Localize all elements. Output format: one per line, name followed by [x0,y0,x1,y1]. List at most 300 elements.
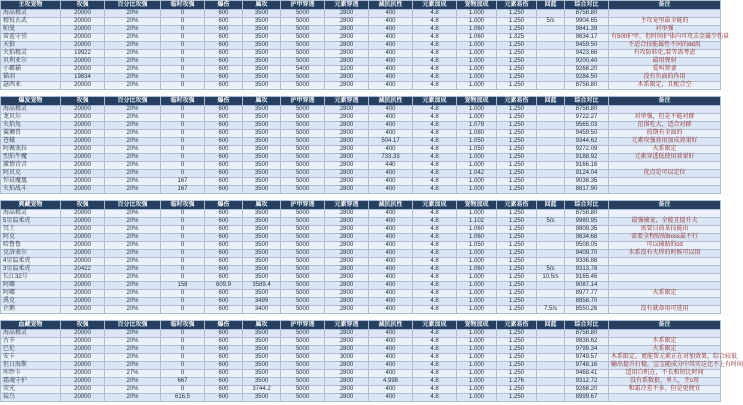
stat-cell[interactable]: 8550.26 [565,306,609,314]
stat-cell[interactable]: 0 [161,50,205,58]
stat-cell[interactable]: 20000 [61,154,105,162]
stat-cell[interactable]: 27% [105,370,161,378]
stat-cell[interactable]: 20000 [61,114,105,122]
note-cell[interactable]: 最用弹射 [609,58,721,66]
stat-cell[interactable]: 3500 [243,354,281,362]
pet-name-cell[interactable]: 海晶精灵 [1,330,61,338]
stat-cell[interactable]: 20422 [61,266,105,274]
stat-cell[interactable]: 1.250 [497,162,537,170]
stat-cell[interactable]: 400 [369,226,413,234]
stat-cell[interactable]: 4.8 [413,114,457,122]
stat-cell[interactable]: 8758.80 [565,10,609,18]
stat-cell[interactable] [537,106,565,114]
stat-cell[interactable]: 600 [205,82,243,90]
stat-cell[interactable]: 1.250 [497,114,537,122]
pet-name-cell[interactable]: 烈焰牛魔 [1,154,61,162]
stat-cell[interactable]: 20000 [61,378,105,386]
stat-cell[interactable]: 3500 [243,162,281,170]
stat-cell[interactable]: 3500 [243,226,281,234]
stat-cell[interactable]: 2800 [325,82,369,90]
stat-cell[interactable]: 5000 [281,122,325,130]
table-row[interactable] [1,82,721,90]
table-row[interactable] [1,298,721,306]
stat-cell[interactable]: 1.060 [457,226,497,234]
stat-cell[interactable]: 0 [161,298,205,306]
note-cell[interactable]: 元素攻强效用加成效果好 [609,138,721,146]
stat-cell[interactable]: 4.8 [413,162,457,170]
table-row[interactable] [1,106,721,114]
pet-name-cell[interactable]: 小霸猫 [1,66,61,74]
pet-name-cell[interactable]: 阿贝克 [1,170,61,178]
stat-cell[interactable]: 1.000 [457,210,497,218]
pet-name-cell[interactable]: 冥土 [1,226,61,234]
stat-cell[interactable] [537,378,565,386]
stat-cell[interactable]: 9087.14 [565,282,609,290]
stat-cell[interactable]: 8758.80 [565,82,609,90]
stat-cell[interactable]: 1.050 [457,146,497,154]
stat-cell[interactable]: 1.000 [457,162,497,170]
stat-cell[interactable]: 5000 [281,74,325,82]
stat-cell[interactable]: 3500 [243,266,281,274]
stat-cell[interactable]: 0 [161,130,205,138]
pet-name-cell[interactable]: 禹克 [1,298,61,306]
stat-cell[interactable]: 5000 [281,114,325,122]
stat-cell[interactable]: 1.250 [497,330,537,338]
note-cell[interactable]: 需要全程贴贴boss最不行 [609,234,721,242]
pet-name-cell[interactable]: 企鹅 [1,306,61,314]
stat-cell[interactable]: 4.8 [413,362,457,370]
stat-cell[interactable]: 20000 [61,10,105,18]
stat-cell[interactable]: 20% [105,162,161,170]
stat-cell[interactable]: 20% [105,394,161,402]
stat-cell[interactable]: 2800 [325,306,369,314]
stat-cell[interactable]: 1.000 [457,346,497,354]
stat-cell[interactable]: 20% [105,130,161,138]
stat-cell[interactable]: 400 [369,66,413,74]
stat-cell[interactable]: 20% [105,282,161,290]
note-cell[interactable]: 输出提升打稳，宝宝随成分中其实这比不上有时间 [609,362,721,370]
note-cell[interactable]: 适用自机在，不长和短比时间 [609,370,721,378]
note-cell[interactable] [609,10,721,18]
stat-cell[interactable]: 400 [369,122,413,130]
stat-cell[interactable]: 1.000 [457,290,497,298]
stat-cell[interactable]: 4.8 [413,218,457,226]
stat-cell[interactable]: 600 [205,18,243,26]
stat-cell[interactable]: 2800 [325,138,369,146]
stat-cell[interactable]: 3500 [243,330,281,338]
stat-cell[interactable]: 3500 [243,10,281,18]
stat-cell[interactable]: 400 [369,82,413,90]
stat-cell[interactable]: 1.250 [497,250,537,258]
stat-cell[interactable]: 3500 [243,210,281,218]
stat-cell[interactable]: 4.8 [413,338,457,346]
stat-cell[interactable]: 9188.92 [565,154,609,162]
note-cell[interactable] [609,274,721,282]
table-row[interactable] [1,242,721,250]
stat-cell[interactable]: 9284.50 [565,74,609,82]
stat-cell[interactable]: 9423.66 [565,50,609,58]
pet-name-cell[interactable]: 天狼 [1,42,61,50]
stat-cell[interactable]: 9748.16 [565,362,609,370]
stat-cell[interactable]: 3500 [243,346,281,354]
stat-cell[interactable]: 5/s [537,266,565,274]
stat-cell[interactable]: 0 [161,338,205,346]
note-cell[interactable] [609,186,721,194]
stat-cell[interactable]: 20% [105,122,161,130]
table-row[interactable] [1,10,721,18]
stat-cell[interactable]: 1.250 [497,26,537,34]
stat-cell[interactable]: 5000 [281,26,325,34]
stat-cell[interactable]: 4.8 [413,370,457,378]
stat-cell[interactable] [537,258,565,266]
note-cell[interactable] [609,298,721,306]
stat-cell[interactable]: 1.325 [497,34,537,42]
stat-cell[interactable]: 1.250 [497,362,537,370]
stat-cell[interactable]: 600 [205,210,243,218]
stat-cell[interactable]: 0 [161,10,205,18]
stat-cell[interactable]: 4.8 [413,242,457,250]
stat-cell[interactable]: 4.8 [413,82,457,90]
stat-cell[interactable]: 5000 [281,138,325,146]
pet-name-cell[interactable]: 贝利亚尔 [1,58,61,66]
pet-name-cell[interactable]: 3星温柔虎 [1,266,61,274]
stat-cell[interactable]: 0 [161,330,205,338]
stat-cell[interactable] [537,26,565,34]
stat-cell[interactable]: 1.000 [457,106,497,114]
stat-cell[interactable]: 3500 [243,130,281,138]
stat-cell[interactable]: 4.998 [369,378,413,386]
stat-cell[interactable]: 400 [369,210,413,218]
stat-cell[interactable]: 4.8 [413,106,457,114]
pet-name-cell[interactable]: 海晶精灵 [1,210,61,218]
stat-cell[interactable]: 20% [105,74,161,82]
stat-cell[interactable]: 20% [105,178,161,186]
stat-cell[interactable]: 400 [369,74,413,82]
stat-cell[interactable]: 400 [369,186,413,194]
stat-cell[interactable] [537,354,565,362]
stat-cell[interactable]: 600 [205,226,243,234]
stat-cell[interactable]: 600 [205,162,243,170]
table-row[interactable] [1,282,721,290]
stat-cell[interactable]: 2800 [325,122,369,130]
table-row[interactable] [1,258,721,266]
note-cell[interactable] [609,210,721,218]
stat-cell[interactable] [537,170,565,178]
stat-cell[interactable]: 20% [105,114,161,122]
stat-cell[interactable]: 600 [205,298,243,306]
stat-cell[interactable]: 1.060 [457,34,497,42]
stat-cell[interactable]: 600 [205,250,243,258]
note-cell[interactable]: 前期有全面的 [609,130,721,138]
stat-cell[interactable]: 20% [105,242,161,250]
stat-cell[interactable]: 20000 [61,354,105,362]
stat-cell[interactable]: 400 [369,218,413,226]
stat-cell[interactable]: 3000 [325,354,369,362]
pet-name-cell[interactable]: 霜魂守护 [1,378,61,386]
stat-cell[interactable]: 2800 [325,234,369,242]
stat-cell[interactable]: 1.000 [457,274,497,282]
stat-cell[interactable] [537,122,565,130]
stat-cell[interactable]: 9268.20 [565,66,609,74]
note-cell[interactable]: 主攻宠里最全能的 [609,18,721,26]
table-row[interactable] [1,138,721,146]
stat-cell[interactable] [537,234,565,242]
stat-cell[interactable] [537,282,565,290]
table-row[interactable] [1,386,721,394]
stat-cell[interactable]: 5000 [281,234,325,242]
note-cell[interactable]: 爱叫贤妻 [609,66,721,74]
stat-cell[interactable] [537,114,565,122]
stat-cell[interactable]: 0 [161,242,205,250]
table-row[interactable] [1,178,721,186]
table-row[interactable] [1,370,721,378]
stat-cell[interactable]: 600 [205,146,243,154]
stat-cell[interactable]: 0 [161,42,205,50]
pet-name-cell[interactable]: 库纱卡 [1,370,61,378]
stat-cell[interactable]: 5000 [281,370,325,378]
stat-cell[interactable]: 1.042 [457,170,497,178]
stat-cell[interactable]: 1.000 [457,258,497,266]
stat-cell[interactable]: 20% [105,338,161,346]
stat-cell[interactable]: 20000 [61,362,105,370]
stat-cell[interactable]: 4.8 [413,74,457,82]
stat-cell[interactable]: 9200.40 [565,58,609,66]
stat-cell[interactable]: 600 [205,378,243,386]
stat-cell[interactable]: 3500 [243,242,281,250]
stat-cell[interactable]: 1.000 [457,378,497,386]
pet-name-cell[interactable]: 古辛 [1,338,61,346]
stat-cell[interactable]: 600 [205,34,243,42]
stat-cell[interactable]: 5000 [281,18,325,26]
note-cell[interactable] [609,330,721,338]
stat-cell[interactable]: 1.000 [457,298,497,306]
pet-name-cell[interactable]: 安卡 [1,354,61,362]
stat-cell[interactable]: 3500 [243,50,281,58]
stat-cell[interactable]: 600 [205,186,243,194]
stat-cell[interactable]: 5000 [281,162,325,170]
stat-cell[interactable]: 5000 [281,186,325,194]
stat-cell[interactable]: 20000 [61,298,105,306]
stat-cell[interactable]: 1.250 [497,218,537,226]
stat-cell[interactable]: 2800 [325,178,369,186]
stat-cell[interactable]: 2800 [325,18,369,26]
pet-name-cell[interactable]: 帕曼 [1,26,61,34]
stat-cell[interactable] [537,178,565,186]
stat-cell[interactable]: 1.000 [457,362,497,370]
stat-cell[interactable]: 1.000 [457,42,497,50]
stat-cell[interactable]: 20% [105,290,161,298]
stat-cell[interactable]: 600 [205,354,243,362]
stat-cell[interactable]: 400 [369,306,413,314]
stat-cell[interactable] [537,10,565,18]
note-cell[interactable] [609,162,721,170]
stat-cell[interactable]: 0 [161,234,205,242]
stat-cell[interactable]: 20% [105,18,161,26]
stat-cell[interactable]: 20% [105,266,161,274]
stat-cell[interactable]: 2800 [325,282,369,290]
stat-cell[interactable]: 3500 [243,154,281,162]
stat-cell[interactable]: 20% [105,66,161,74]
pet-name-cell[interactable]: 龙贝尔 [1,114,61,122]
stat-cell[interactable]: 1.050 [457,138,497,146]
table-row[interactable] [1,162,721,170]
stat-cell[interactable]: 20000 [61,162,105,170]
stat-cell[interactable]: 0 [161,114,205,122]
stat-cell[interactable]: 9838.62 [565,338,609,346]
stat-cell[interactable]: 1.000 [457,394,497,402]
stat-cell[interactable]: 3500 [243,234,281,242]
stat-cell[interactable]: 4.8 [413,170,457,178]
stat-cell[interactable]: 20% [105,138,161,146]
pet-name-cell[interactable]: 阿嘟 [1,282,61,290]
stat-cell[interactable]: 3500 [243,170,281,178]
stat-cell[interactable]: 0 [161,122,205,130]
stat-cell[interactable]: 4.8 [413,50,457,58]
stat-cell[interactable]: 8999.67 [565,394,609,402]
stat-cell[interactable]: 600 [205,130,243,138]
stat-cell[interactable]: 9749.57 [565,354,609,362]
pet-name-cell[interactable]: 阿嘟 [1,290,61,298]
stat-cell[interactable]: 9980.95 [565,218,609,226]
stat-cell[interactable]: 20% [105,210,161,218]
stat-cell[interactable]: 0 [161,210,205,218]
stat-cell[interactable]: 1.000 [457,18,497,26]
stat-cell[interactable]: 5000 [281,394,325,402]
table-row[interactable] [1,122,721,130]
stat-cell[interactable]: 2800 [325,242,369,250]
note-cell[interactable]: 水系限定 [609,338,721,346]
stat-cell[interactable]: 5000 [281,10,325,18]
stat-cell[interactable]: 600 [205,394,243,402]
stat-cell[interactable]: 2800 [325,258,369,266]
stat-cell[interactable]: 1.250 [497,50,537,58]
stat-cell[interactable]: 9166.16 [565,162,609,170]
table-row[interactable] [1,378,721,386]
pet-name-cell[interactable]: 巴伦 [1,346,61,354]
stat-cell[interactable]: 1.250 [497,266,537,274]
stat-cell[interactable]: 1.079 [457,122,497,130]
stat-cell[interactable]: 20000 [61,226,105,234]
stat-cell[interactable]: 2800 [325,146,369,154]
stat-cell[interactable]: 5000 [281,274,325,282]
table-row[interactable] [1,330,721,338]
stat-cell[interactable]: 20000 [61,178,105,186]
note-cell[interactable]: 对单强 [609,26,721,34]
stat-cell[interactable]: 5000 [281,282,325,290]
stat-cell[interactable]: 2800 [325,34,369,42]
pet-name-cell[interactable]: 猛鸟 [1,394,61,402]
stat-cell[interactable]: 600 [205,306,243,314]
stat-cell[interactable]: 600 [205,218,243,226]
stat-cell[interactable]: 504.17 [369,138,413,146]
stat-cell[interactable]: 20% [105,346,161,354]
note-cell[interactable]: 没有负面的作用 [609,74,721,82]
stat-cell[interactable]: 1.000 [457,370,497,378]
stat-cell[interactable] [537,154,565,162]
note-cell[interactable] [609,106,721,114]
stat-cell[interactable]: 5000 [281,106,325,114]
stat-cell[interactable]: 600 [205,74,243,82]
stat-cell[interactable]: 9272.09 [565,146,609,154]
stat-cell[interactable]: 600 [205,234,243,242]
stat-cell[interactable] [537,346,565,354]
stat-cell[interactable]: 3500 [243,394,281,402]
stat-cell[interactable]: 1.250 [497,82,537,90]
table-row[interactable] [1,130,721,138]
stat-cell[interactable]: 5000 [281,226,325,234]
stat-cell[interactable]: 1.250 [497,306,537,314]
stat-cell[interactable] [537,74,565,82]
stat-cell[interactable]: 0 [161,18,205,26]
stat-cell[interactable]: 4.8 [413,130,457,138]
stat-cell[interactable]: 1.250 [497,282,537,290]
stat-cell[interactable]: 0 [161,146,205,154]
stat-cell[interactable]: 4.8 [413,178,457,186]
stat-cell[interactable]: 2800 [325,266,369,274]
stat-cell[interactable] [537,42,565,50]
stat-cell[interactable]: 20% [105,386,161,394]
note-cell[interactable] [609,258,721,266]
stat-cell[interactable]: 1.000 [457,186,497,194]
stat-cell[interactable]: 5000 [281,42,325,50]
stat-cell[interactable]: 1.000 [457,306,497,314]
stat-cell[interactable]: 400 [369,354,413,362]
stat-cell[interactable]: 0 [161,74,205,82]
table-row[interactable] [1,34,721,42]
stat-cell[interactable] [537,82,565,90]
stat-cell[interactable]: 0 [161,290,205,298]
table-row[interactable] [1,234,721,242]
stat-cell[interactable]: 4.8 [413,154,457,162]
stat-cell[interactable]: 2800 [325,346,369,354]
pet-name-cell[interactable]: 阿佩塞拉 [1,146,61,154]
stat-cell[interactable]: 9336.88 [565,258,609,266]
note-cell[interactable]: 木系限定，且配合空 [609,82,721,90]
stat-cell[interactable]: 0 [161,106,205,114]
stat-cell[interactable]: 20000 [61,130,105,138]
stat-cell[interactable]: 2800 [325,210,369,218]
stat-cell[interactable] [537,34,565,42]
stat-cell[interactable]: 20% [105,354,161,362]
stat-cell[interactable]: 1.000 [457,386,497,394]
stat-cell[interactable] [537,146,565,154]
stat-cell[interactable]: 20% [105,154,161,162]
stat-cell[interactable]: 0 [161,354,205,362]
pet-name-cell[interactable]: 精锐玄武 [1,18,61,26]
stat-cell[interactable]: 20000 [61,66,105,74]
stat-cell[interactable]: 1.250 [497,290,537,298]
stat-cell[interactable]: 5000 [281,298,325,306]
stat-cell[interactable]: 20000 [61,370,105,378]
stat-cell[interactable]: 20000 [61,26,105,34]
stat-cell[interactable]: 1.000 [457,114,497,122]
stat-cell[interactable]: 4.8 [413,378,457,386]
stat-cell[interactable]: 5000 [281,378,325,386]
stat-cell[interactable]: 9459.50 [565,42,609,50]
stat-cell[interactable]: 1.250 [497,146,537,154]
stat-cell[interactable]: 0 [161,82,205,90]
stat-cell[interactable]: 2800 [325,106,369,114]
stat-cell[interactable]: 5000 [281,210,325,218]
stat-cell[interactable]: 1.250 [497,338,537,346]
stat-cell[interactable]: 4.8 [413,298,457,306]
stat-cell[interactable]: 5000 [281,266,325,274]
stat-cell[interactable]: 600 [205,138,243,146]
stat-cell[interactable]: 600 [205,42,243,50]
stat-cell[interactable]: 9124.04 [565,170,609,178]
stat-cell[interactable]: 167 [161,178,205,186]
stat-cell[interactable]: 20% [105,226,161,234]
